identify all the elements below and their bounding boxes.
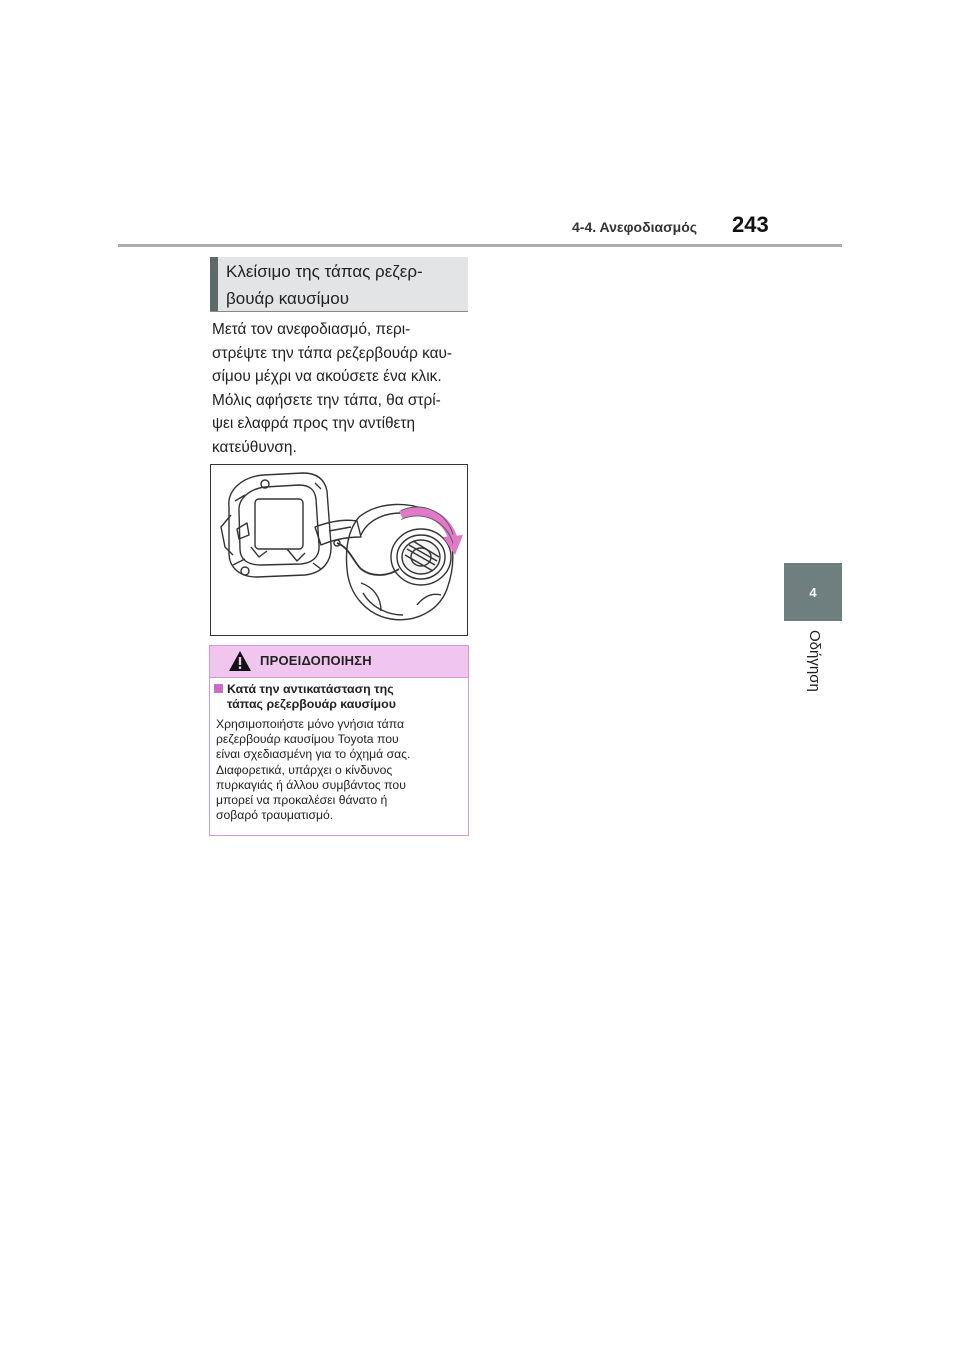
warning-body-line: πυρκαγιάς ή άλλου συμβάντος που	[216, 777, 406, 792]
section-heading-line-1: Κλείσιμο της τάπας ρεζερ-	[226, 262, 423, 281]
chapter-tab[interactable]: 4	[784, 563, 842, 621]
warning-body-line: μπορεί να προκαλέσει θάνατο ή	[216, 793, 388, 808]
bullet-square-icon	[214, 684, 223, 693]
body-line: σίμου μέχρι να ακούσετε ένα κλικ.	[212, 368, 442, 386]
heading-divider	[210, 311, 468, 312]
section-body	[212, 318, 472, 460]
warning-body-line: σοβαρό τραυματισμό.	[216, 808, 334, 823]
body-line: Μετά τον ανεφοδιασμό, περι-	[212, 321, 411, 338]
body-line: ψει ελαφρά προς την αντίθετη	[212, 415, 416, 433]
section-heading-line-2: βουάρ καυσίμου	[226, 289, 349, 308]
chapter-section-title: 4-4. Ανεφοδιασμός	[572, 219, 698, 235]
warning-body-line: ρεζερβουάρ καυσίμου Toyota που	[216, 732, 399, 747]
fuel-cap-illustration	[210, 464, 468, 636]
body-line: Μόλις αφήσετε την τάπα, θα στρί-	[212, 391, 441, 409]
body-line: στρέψτε την τάπα ρεζερβουάρ καυ-	[212, 344, 453, 362]
warning-subheading	[214, 682, 464, 712]
page-number: 243	[732, 212, 769, 237]
warning-body-line: είναι σχεδιασμένη για το όχημά σας.	[216, 747, 411, 762]
warning-title: ΠΡΟΕΙΔΟΠΟΙΗΣΗ	[260, 653, 372, 668]
fuel-cap-closing-illustration-icon	[211, 465, 467, 635]
warning-subheading-line-2: τάπας ρεζερβουάρ καυσίμου	[227, 697, 396, 711]
warning-body-line: Διαφορετικά, υπάρχει ο κίνδυνος	[216, 762, 393, 777]
chapter-tab-label	[803, 630, 825, 710]
header-divider	[118, 244, 842, 247]
warning-body-line: Χρησιμοποιήστε μόνο γνήσια τάπα	[216, 717, 405, 731]
body-line: κατεύθυνση.	[212, 438, 297, 456]
chapter-tab-label-text: Οδήγηση	[806, 630, 823, 692]
warning-body	[216, 717, 466, 823]
section-heading	[210, 257, 468, 311]
warning-subheading-line-1: Κατά την αντικατάσταση της	[227, 682, 394, 696]
warning-header	[210, 646, 468, 678]
warning-box	[209, 645, 469, 836]
warning-triangle-icon	[228, 650, 252, 672]
